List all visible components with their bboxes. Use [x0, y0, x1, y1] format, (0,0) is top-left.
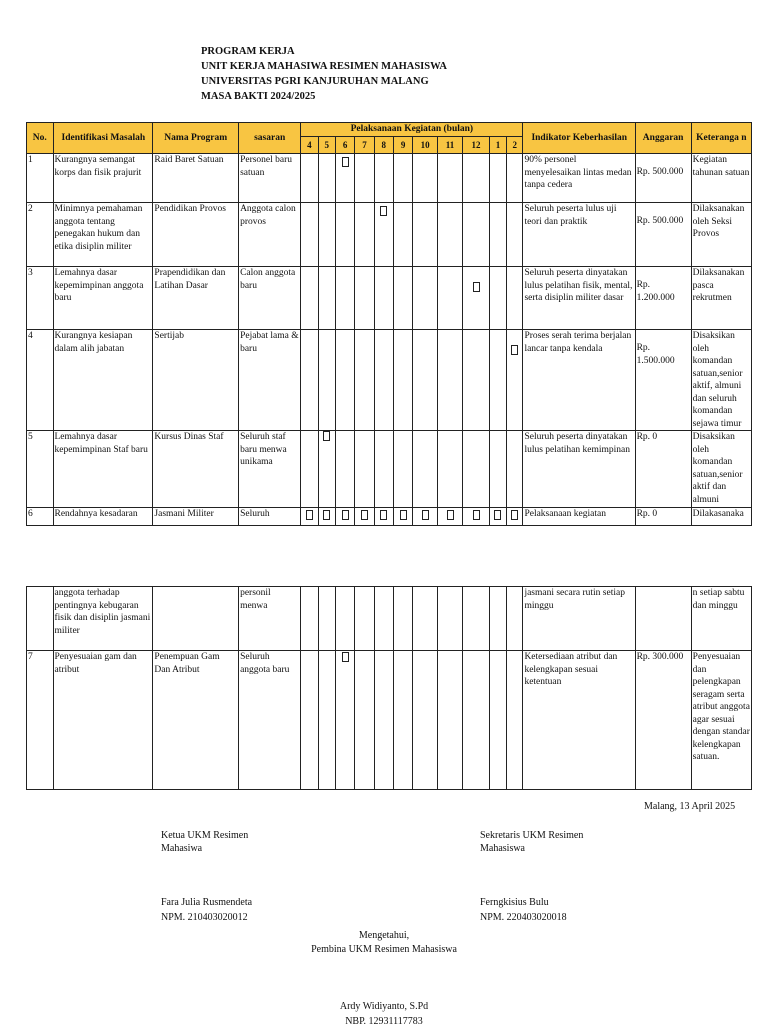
- row-indikator: 90% personel menyelesaikan lintas medan tanpa cedera: [523, 154, 635, 203]
- header-line-3: UNIVERSITAS PGRI KANJURUHAN MALANG: [201, 76, 429, 87]
- mengetahui-label: Mengetahui,: [358, 930, 410, 941]
- row-anggaran: Rp. 500.000: [635, 154, 691, 203]
- table-row: [27, 431, 752, 508]
- row-no: 5: [27, 431, 54, 508]
- row-program: Sertijab: [153, 330, 239, 431]
- row-program: Prapendidikan dan Latihan Dasar: [153, 267, 239, 330]
- schedule-mark: [473, 510, 480, 520]
- row-masalah: Rendahnya kesadaran: [53, 508, 153, 526]
- row-masalah: anggota terhadap pentingnya kebugaran fisik dan disiplin jasmani militer: [53, 587, 153, 651]
- row-sasaran: Personel baru satuan: [239, 154, 301, 203]
- table-row: [27, 267, 752, 330]
- row-no: 1: [27, 154, 54, 203]
- row-no: [27, 587, 54, 651]
- pembina-name: Ardy Widiyanto, S.Pd: [339, 1001, 429, 1012]
- schedule-mark: [361, 510, 368, 520]
- left-signatory-npm: NPM. 210403020012: [161, 912, 248, 923]
- table-row: [27, 587, 752, 651]
- program-table-continued: [26, 586, 752, 790]
- row-masalah: Lemahnya dasar kepemimpinan Staf baru: [53, 431, 153, 508]
- row-indikator: Ketersediaan atribut dan kelengkapan sesuai ketentuan: [523, 651, 635, 790]
- header-line-1: PROGRAM KERJA: [201, 46, 295, 57]
- left-signatory-title: Ketua UKM Resimen Mahasiwa: [161, 830, 249, 854]
- schedule-mark: [306, 510, 313, 520]
- row-program: [153, 587, 239, 651]
- row-keterangan: Disaksikan oleh komandan satuan,senior aktif, almuni dan seluruh komandan sejawa timur: [691, 330, 751, 431]
- row-keterangan: Dilakasanaka: [691, 508, 751, 526]
- header-line-2: UNIT KERJA MAHASIWA RESIMEN MAHASISWA: [201, 61, 448, 72]
- schedule-mark: [447, 510, 454, 520]
- month-header: 1: [489, 137, 506, 154]
- row-anggaran: Rp. 0: [635, 431, 691, 508]
- schedule-mark: [511, 510, 518, 520]
- col-keterangan-header: Keteranga n: [691, 123, 751, 154]
- row-keterangan: n setiap sabtu dan minggu: [691, 587, 751, 651]
- month-header: 4: [301, 137, 318, 154]
- row-masalah: Kurangnya semangat korps dan fisik prajurit: [53, 154, 153, 203]
- table-row: [27, 154, 752, 203]
- row-no: 2: [27, 203, 54, 267]
- row-indikator: Seluruh peserta lulus uji teori dan praktik: [523, 203, 635, 267]
- row-anggaran: Rp. 0: [635, 508, 691, 526]
- program-table: [26, 122, 752, 526]
- row-keterangan: Dilaksanakan oleh Seksi Provos: [691, 203, 751, 267]
- schedule-mark: [400, 510, 407, 520]
- row-sasaran: personil menwa: [239, 587, 301, 651]
- row-anggaran: Rp. 500.000: [635, 203, 691, 267]
- row-no: 7: [27, 651, 54, 790]
- row-program: Pendidikan Provos: [153, 203, 239, 267]
- row-keterangan: Dilaksanakan pasca rekrutmen: [691, 267, 751, 330]
- row-program: Jasmani Militer: [153, 508, 239, 526]
- month-header: 5: [318, 137, 335, 154]
- schedule-mark: [380, 510, 387, 520]
- month-header: 11: [437, 137, 462, 154]
- month-header: 10: [413, 137, 437, 154]
- schedule-mark: [422, 510, 429, 520]
- row-sasaran: Seluruh anggota baru: [239, 651, 301, 790]
- schedule-mark: [342, 510, 349, 520]
- schedule-mark: [342, 157, 349, 167]
- table-row: [27, 508, 752, 526]
- schedule-mark: [511, 345, 518, 355]
- schedule-mark: [380, 206, 387, 216]
- col-program-header: Nama Program: [153, 123, 239, 154]
- row-program: Kursus Dinas Staf: [153, 431, 239, 508]
- row-keterangan: Kegiatan tahunan satuan: [691, 154, 751, 203]
- right-signatory-npm: NPM. 220403020018: [480, 912, 567, 923]
- row-sasaran: Calon anggota baru: [239, 267, 301, 330]
- row-indikator: Seluruh peserta dinyatakan lulus pelatihan fisik, mental, serta disiplin militer dasar: [523, 267, 635, 330]
- row-anggaran: [635, 587, 691, 651]
- header-line-4: MASA BAKTI 2024/2025: [201, 91, 316, 102]
- month-header: 2: [507, 137, 523, 154]
- row-anggaran: Rp. 300.000: [635, 651, 691, 790]
- row-keterangan: Penyesuaian dan pelengkapan seragam serta atribut anggota agar sesuai dengan standar kelengkapan satuan.: [691, 651, 751, 790]
- row-masalah: Penyesuaian gam dan atribut: [53, 651, 153, 790]
- month-header: 12: [463, 137, 490, 154]
- row-no: 3: [27, 267, 54, 330]
- row-anggaran: Rp. 1.200.000: [635, 267, 691, 330]
- row-indikator: Seluruh peserta dinyatakan lulus pelatihan kemimpinan: [523, 431, 635, 508]
- row-indikator: Proses serah terima berjalan lancar tanpa kendala: [523, 330, 635, 431]
- table-row: [27, 651, 752, 790]
- row-program: Penempuan Gam Dan Atribut: [153, 651, 239, 790]
- col-masalah-header: Identifikasi Masalah: [53, 123, 153, 154]
- document-header: [201, 44, 447, 104]
- row-indikator: Pelaksanaan kegiatan: [523, 508, 635, 526]
- row-anggaran: Rp. 1.500.000: [635, 330, 691, 431]
- row-masalah: Minimnya pemahaman anggota tentang penegakan hukum dan etika disiplin militer: [53, 203, 153, 267]
- schedule-mark: [323, 510, 330, 520]
- right-signatory-name: Ferngkisius Bulu: [480, 897, 549, 908]
- row-sasaran: Anggota calon provos: [239, 203, 301, 267]
- schedule-mark: [323, 431, 330, 441]
- schedule-mark: [342, 652, 349, 662]
- row-sasaran: Pejabat lama & baru: [239, 330, 301, 431]
- schedule-mark: [494, 510, 501, 520]
- row-program: Raid Baret Satuan: [153, 154, 239, 203]
- col-anggaran-header: Anggaran: [635, 123, 691, 154]
- pembina-nbp: NBP. 12931117783: [345, 1016, 423, 1027]
- row-no: 4: [27, 330, 54, 431]
- row-no: 6: [27, 508, 54, 526]
- row-sasaran: Seluruh: [239, 508, 301, 526]
- month-header: 8: [374, 137, 393, 154]
- col-indikator-header: Indikator Keberhasilan: [523, 123, 635, 154]
- month-header: 6: [335, 137, 354, 154]
- right-signatory-title: Sekretaris UKM Resimen Mahasiswa: [480, 830, 584, 854]
- schedule-mark: [473, 282, 480, 292]
- table-row: [27, 203, 752, 267]
- pembina-title: Pembina UKM Resimen Mahasiswa: [311, 944, 457, 955]
- col-pelaksanaan-header: Pelaksanaan Kegiatan (bulan): [301, 123, 523, 137]
- row-sasaran: Seluruh staf baru menwa unikama: [239, 431, 301, 508]
- col-sasaran-header: sasaran: [239, 123, 301, 154]
- month-header: 9: [393, 137, 412, 154]
- row-masalah: Lemahnya dasar kepemimpinan anggota baru: [53, 267, 153, 330]
- left-signatory-name: Fara Julia Rusmendeta: [161, 897, 253, 908]
- place-date: Malang, 13 April 2025: [644, 801, 736, 812]
- row-indikator: jasmani secara rutin setiap minggu: [523, 587, 635, 651]
- row-keterangan: Disaksikan oleh komandan satuan,senior aktif dan almuni: [691, 431, 751, 508]
- row-masalah: Kurangnya kesiapan dalam alih jabatan: [53, 330, 153, 431]
- col-no-header: No.: [27, 123, 54, 154]
- table-row: [27, 330, 752, 431]
- month-header: 7: [355, 137, 374, 154]
